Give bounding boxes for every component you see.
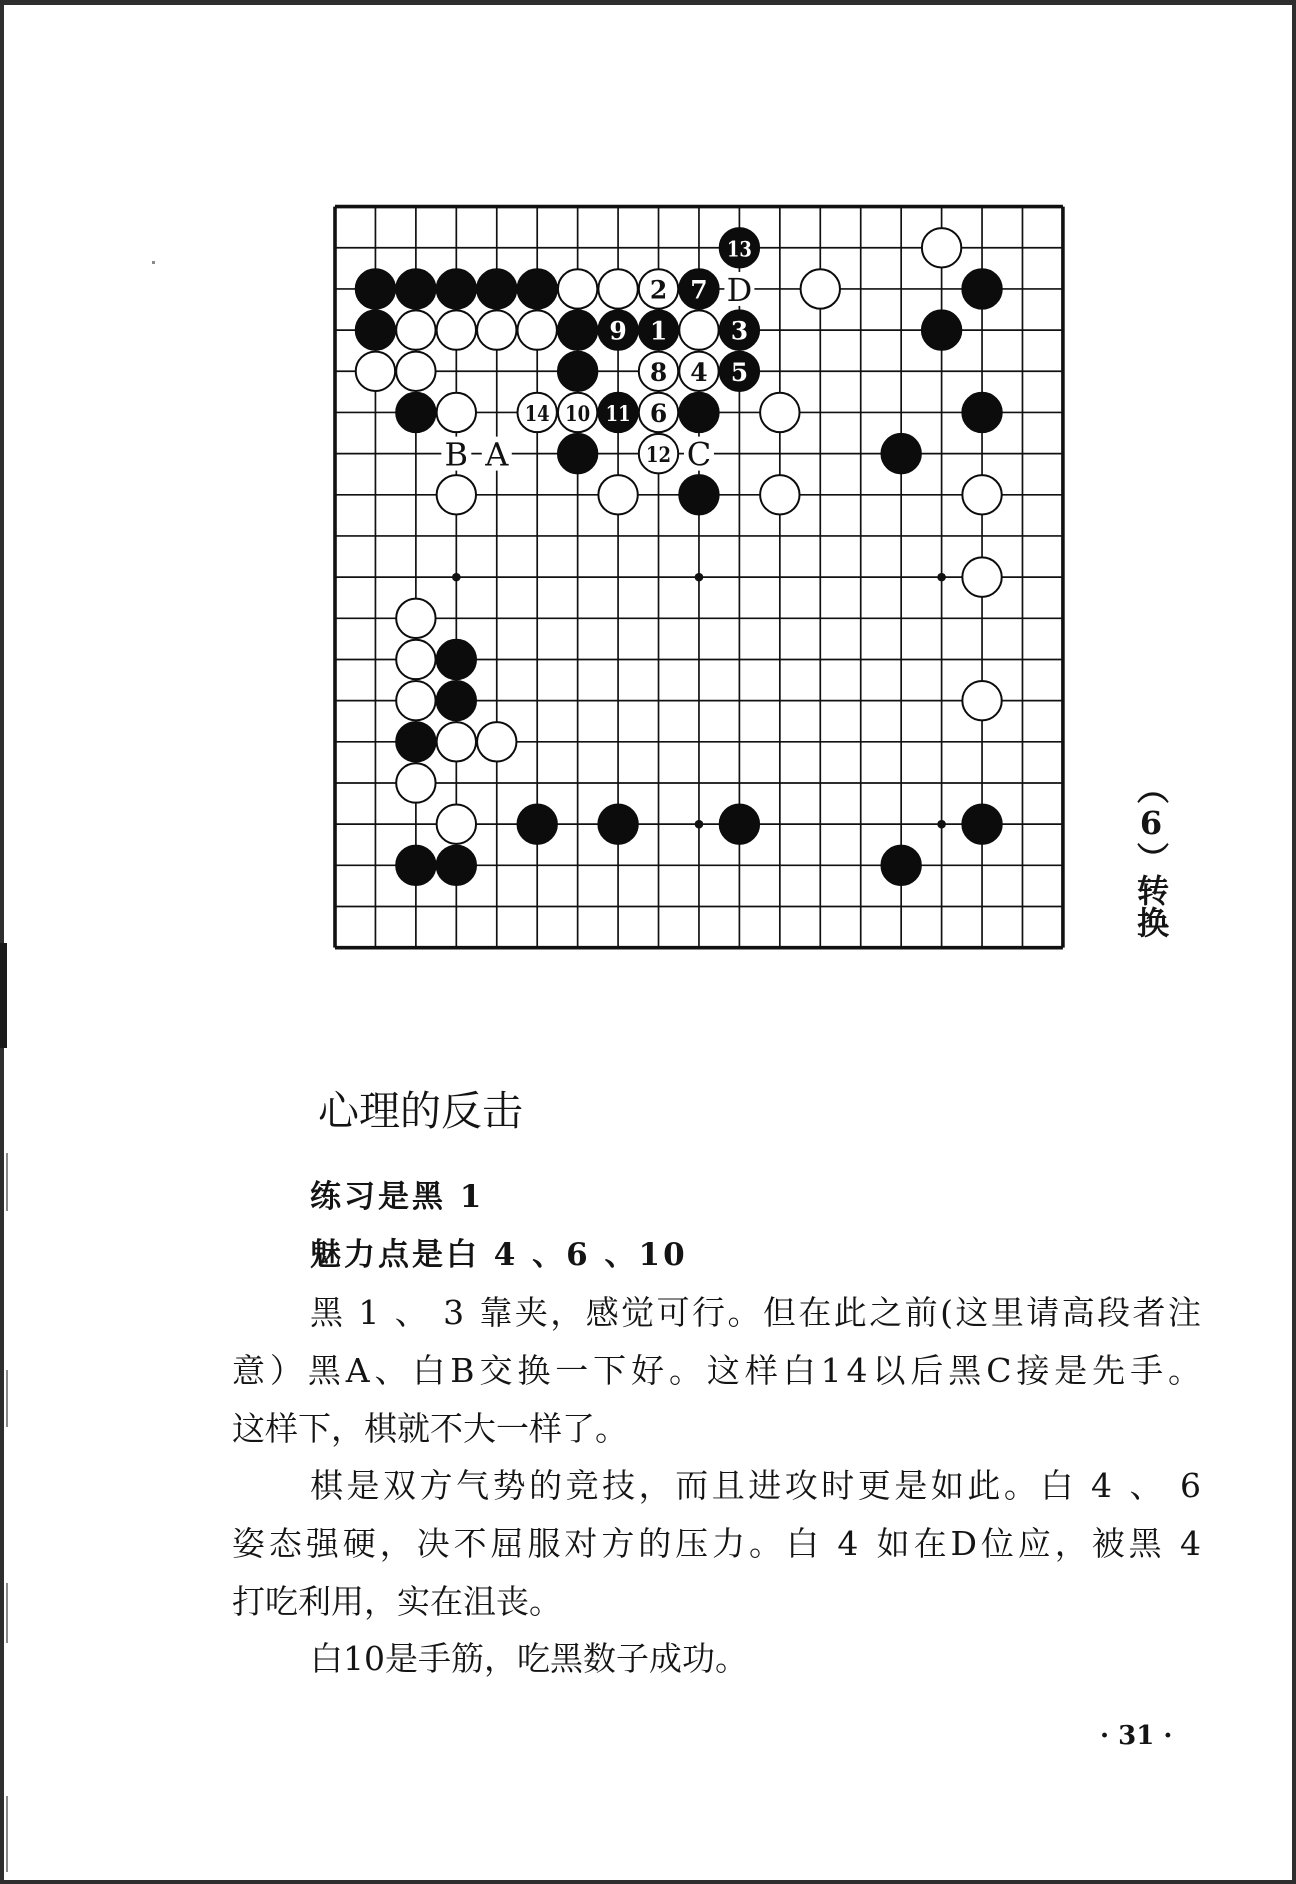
stone-disc	[962, 475, 1001, 514]
stone-disc	[881, 846, 920, 885]
black-stone	[598, 310, 637, 349]
star-point	[695, 573, 704, 582]
stone-disc	[437, 846, 476, 885]
highlight-text: 魅力点是白 4 、6 、10	[310, 1236, 688, 1273]
paragraph-2-line-1	[232, 1457, 1205, 1515]
stone-disc	[356, 269, 395, 308]
stone-disc	[558, 434, 597, 473]
move-number: 1	[649, 316, 668, 346]
stone-disc	[477, 310, 516, 349]
stone-disc	[679, 475, 718, 514]
move-number: 4	[690, 357, 708, 387]
diagram-caption	[1131, 772, 1171, 938]
stone-disc	[598, 475, 637, 514]
white-stone	[922, 228, 961, 267]
black-stone	[720, 804, 759, 843]
page-number: · 31 ·	[1100, 1721, 1173, 1751]
black-stone	[437, 269, 476, 308]
paragraph-2-line-3	[232, 1573, 1201, 1631]
caption-number: 6	[1132, 804, 1170, 842]
board-label-text: D	[726, 270, 753, 309]
white-stone	[477, 310, 516, 349]
move-number: 9	[609, 316, 627, 346]
paragraph-1-line-3	[232, 1400, 1201, 1458]
white-stone	[760, 393, 799, 432]
black-stone	[679, 269, 718, 308]
board-label	[482, 436, 512, 474]
board-label-text: C	[686, 435, 712, 474]
paragraph-text: 这样下，棋就不大一样了。	[232, 1408, 628, 1448]
stone-disc	[437, 393, 476, 432]
black-stone	[396, 722, 435, 761]
white-stone	[760, 475, 799, 514]
white-stone	[396, 310, 435, 349]
stone-disc	[437, 269, 476, 308]
board-label	[724, 271, 754, 309]
black-stone	[720, 228, 759, 267]
paragraph-3-line-1	[232, 1630, 1201, 1688]
white-stone	[396, 681, 435, 720]
paragraph-1-line-1	[232, 1284, 1204, 1342]
move-number: 2	[649, 275, 668, 305]
stone-disc	[598, 269, 637, 308]
white-stone	[639, 393, 678, 432]
move-number: 5	[730, 357, 749, 387]
stone-disc	[760, 475, 799, 514]
black-stone	[962, 393, 1001, 432]
white-stone	[437, 804, 476, 843]
stone-disc	[437, 475, 476, 514]
white-stone	[396, 763, 435, 802]
white-stone	[558, 393, 597, 432]
stone-disc	[396, 846, 435, 885]
paragraph-text: 白10是手筋，吃黑数子成功。	[310, 1639, 748, 1679]
black-stone	[477, 269, 516, 308]
white-stone	[679, 352, 718, 391]
move-number: 12	[646, 442, 672, 468]
white-stone	[396, 640, 435, 679]
star-point	[937, 820, 946, 829]
stone-disc	[437, 310, 476, 349]
stone-disc	[518, 804, 557, 843]
black-stone	[639, 310, 678, 349]
black-stone	[679, 393, 718, 432]
stone-disc	[922, 228, 961, 267]
star-point	[937, 573, 946, 582]
stone-disc	[558, 310, 597, 349]
stone-disc	[477, 269, 516, 308]
black-stone	[679, 475, 718, 514]
black-stone	[720, 310, 759, 349]
star-point	[452, 573, 461, 582]
white-stone	[962, 557, 1001, 596]
stone-disc	[396, 763, 435, 802]
black-stone	[558, 434, 597, 473]
stone-disc	[518, 310, 557, 349]
black-stone	[518, 269, 557, 308]
move-number: 8	[649, 357, 668, 387]
stone-disc	[801, 269, 840, 308]
white-stone	[518, 393, 557, 432]
white-stone	[639, 269, 678, 308]
black-stone	[437, 846, 476, 885]
black-stone	[881, 434, 920, 473]
stone-disc	[679, 393, 718, 432]
black-stone	[356, 269, 395, 308]
stone-disc	[396, 681, 435, 720]
white-stone	[437, 475, 476, 514]
stone-disc	[396, 352, 435, 391]
paragraph-text: 黑 1 、 3 靠夹，感觉可行。但在此之前(这里请高段者注	[310, 1293, 1204, 1333]
white-stone	[396, 599, 435, 638]
stone-disc	[396, 722, 435, 761]
stone-disc	[962, 557, 1001, 596]
black-stone	[396, 269, 435, 308]
board-label-text: B	[444, 435, 469, 474]
white-stone	[639, 434, 678, 473]
stone-disc	[396, 393, 435, 432]
white-stone	[518, 310, 557, 349]
stone-disc	[679, 310, 718, 349]
black-stone	[962, 804, 1001, 843]
white-stone	[801, 269, 840, 308]
stone-disc	[558, 352, 597, 391]
black-stone	[558, 352, 597, 391]
paragraph-text: 姿态强硬，决不屈服对方的压力。白 4 如在D位应，被黑 4	[232, 1523, 1205, 1563]
move-number: 10	[565, 400, 591, 426]
stone-disc	[558, 269, 597, 308]
stone-disc	[437, 722, 476, 761]
paragraph-1-line-2	[232, 1342, 1206, 1400]
black-stone	[922, 310, 961, 349]
paragraph-text: 打吃利用，实在沮丧。	[232, 1581, 562, 1621]
paragraph-text: 意）黑A、白B交换一下好。这样白14以后黑C接是先手。	[232, 1350, 1206, 1390]
white-stone	[639, 352, 678, 391]
scan-artifact-mark	[6, 1796, 8, 1872]
move-number: 7	[690, 275, 708, 305]
black-stone	[437, 681, 476, 720]
white-stone	[962, 681, 1001, 720]
scan-artifact-mark	[6, 1370, 8, 1427]
star-point	[695, 820, 704, 829]
black-stone	[962, 269, 1001, 308]
white-stone	[598, 269, 637, 308]
white-stone	[962, 475, 1001, 514]
black-stone	[396, 393, 435, 432]
white-stone	[679, 310, 718, 349]
highlight-line	[232, 1227, 1201, 1285]
black-stone	[396, 846, 435, 885]
move-number: 14	[524, 400, 550, 426]
exercise-line	[232, 1169, 1201, 1227]
stone-disc	[437, 681, 476, 720]
paragraph-text: 棋是双方气势的竞技，而且进攻时更是如此。白 4 、 6	[310, 1466, 1205, 1506]
black-stone	[598, 393, 637, 432]
scan-artifact-bar	[0, 943, 7, 1048]
scan-artifact-mark	[6, 1153, 8, 1211]
white-stone	[396, 352, 435, 391]
stone-disc	[396, 599, 435, 638]
stone-disc	[437, 640, 476, 679]
black-stone	[518, 804, 557, 843]
stone-disc	[962, 681, 1001, 720]
board-label	[441, 436, 471, 474]
stone-disc	[518, 269, 557, 308]
move-number: 6	[649, 398, 668, 428]
white-stone	[558, 269, 597, 308]
white-stone	[437, 393, 476, 432]
go-board-diagram	[313, 185, 1087, 971]
stone-disc	[396, 269, 435, 308]
scan-artifact-mark	[6, 1583, 8, 1643]
stone-disc	[962, 269, 1001, 308]
move-number: 13	[726, 236, 752, 262]
white-stone	[437, 310, 476, 349]
scan-artifact-dot	[152, 261, 155, 264]
white-stone	[477, 722, 516, 761]
caption-close-paren: ）	[1132, 842, 1170, 874]
section-heading: 心理的反击	[318, 1087, 523, 1135]
black-stone	[437, 640, 476, 679]
caption-title: 转换	[1132, 874, 1170, 938]
stone-disc	[962, 393, 1001, 432]
stone-disc	[881, 434, 920, 473]
black-stone	[881, 846, 920, 885]
board-label-text: A	[485, 435, 509, 474]
black-stone	[558, 310, 597, 349]
black-stone	[598, 804, 637, 843]
exercise-text: 练习是黑 1	[310, 1179, 485, 1215]
white-stone	[437, 722, 476, 761]
caption-open-paren: （	[1132, 772, 1170, 804]
stone-disc	[356, 310, 395, 349]
body-text	[232, 1169, 1206, 1688]
stone-disc	[962, 804, 1001, 843]
stone-disc	[396, 640, 435, 679]
stone-disc	[598, 804, 637, 843]
black-stone	[356, 310, 395, 349]
board-label	[684, 436, 714, 474]
white-stone	[598, 475, 637, 514]
stone-disc	[437, 804, 476, 843]
stone-disc	[720, 804, 759, 843]
paragraph-2-line-2	[232, 1515, 1205, 1573]
move-number: 11	[605, 400, 631, 426]
stone-disc	[477, 722, 516, 761]
black-stone	[720, 352, 759, 391]
move-number: 3	[730, 316, 749, 346]
stone-disc	[396, 310, 435, 349]
stone-disc	[356, 352, 395, 391]
stone-disc	[922, 310, 961, 349]
stone-disc	[760, 393, 799, 432]
white-stone	[356, 352, 395, 391]
